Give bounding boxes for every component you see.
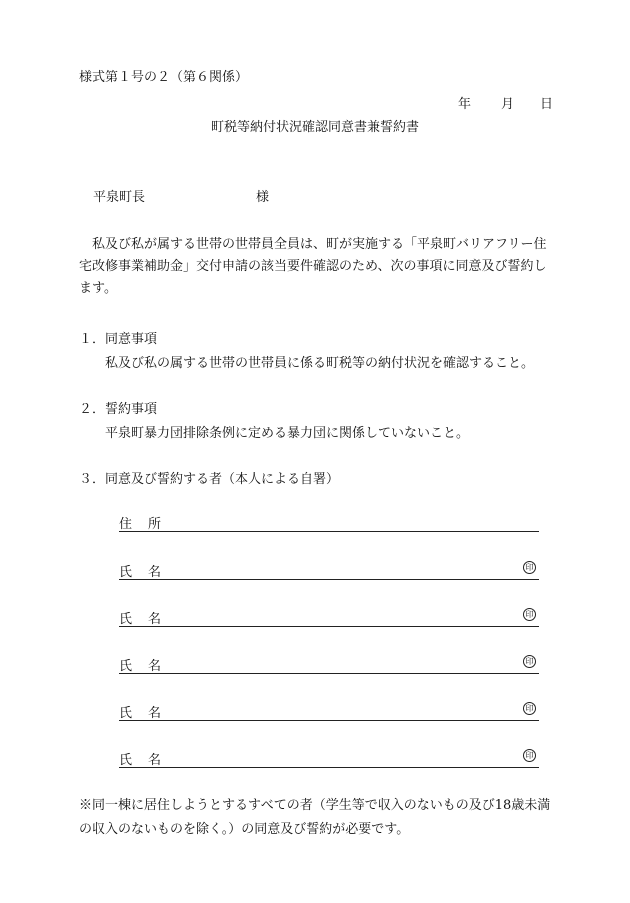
section-pledge-heading: ２．誓約事項 (79, 402, 158, 417)
section-consent-text: 私及び私の属する世帯の世帯員に係る町税等の納付状況を確認すること。 (105, 356, 535, 371)
section-consent-heading: １．同意事項 (79, 332, 158, 347)
address-label: 住所 (119, 517, 178, 532)
section-pledge-text: 平泉町暴力団排除条例に定める暴力団に関係していないこと。 (105, 426, 470, 441)
seal-icon: 印 (523, 655, 536, 668)
footnote: ※同一棟に居住しようとするすべての者（学生等で収入のないもの及び18歳未満の収入のないものを除く。）の同意及び誓約が必要です。 (79, 798, 551, 837)
document-title: 町税等納付状況確認同意書兼誓約書 (210, 120, 419, 135)
name-label: 氏名 (119, 659, 178, 674)
name-label: 氏名 (119, 753, 178, 768)
honorific: 様 (256, 190, 270, 205)
name-field-5[interactable] (119, 749, 539, 768)
form-number: 様式第１号の２（第６関係） (79, 70, 249, 85)
addressee: 平泉町長 (93, 190, 146, 205)
name-field-3[interactable] (119, 655, 539, 674)
seal-icon: 印 (523, 561, 536, 574)
seal-icon: 印 (523, 608, 536, 621)
seal-icon: 印 (523, 702, 536, 715)
name-field-1[interactable] (119, 561, 539, 580)
name-label: 氏名 (119, 612, 178, 627)
name-label: 氏名 (119, 706, 178, 721)
seal-icon: 印 (523, 749, 536, 762)
date-year-label: 年 (458, 97, 472, 112)
name-field-4[interactable] (119, 702, 539, 721)
body-paragraph: 私及び私が属する世帯の世帯員全員は、町が実施する「平泉町バリアフリー住宅改修事業補助金」交付申請の該当要件確認のため、次の事項に同意及び誓約します。 (79, 237, 547, 296)
date-day-label: 日 (540, 97, 554, 112)
date-month-label: 月 (501, 97, 515, 112)
name-field-2[interactable] (119, 608, 539, 627)
name-label: 氏名 (119, 565, 178, 580)
section-signers-heading: ３．同意及び誓約する者（本人による自署） (79, 472, 340, 487)
address-field[interactable] (119, 513, 539, 532)
